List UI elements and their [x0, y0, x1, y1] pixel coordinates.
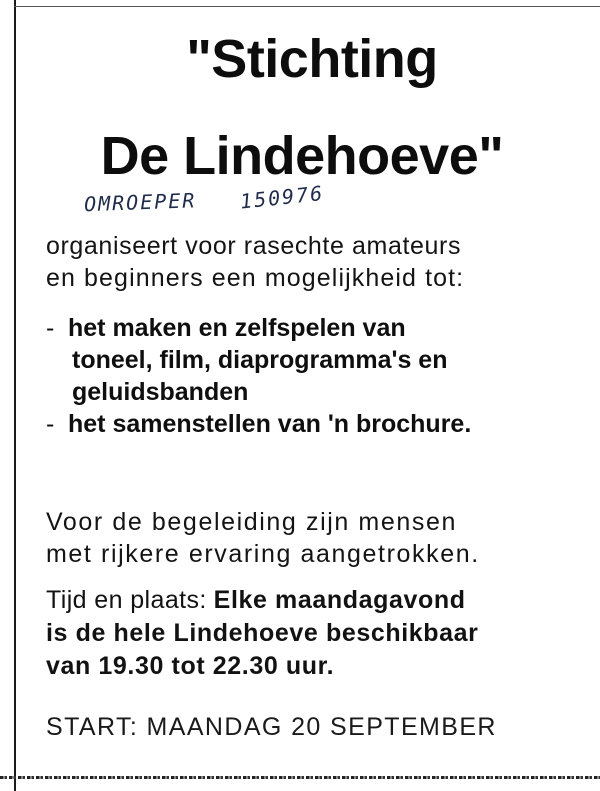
list-dash: - — [46, 314, 55, 342]
clipping-cut-edge — [0, 776, 600, 779]
title-line-2: De Lindehoeve" — [100, 126, 504, 186]
time-place-label: Tijd en plaats: — [46, 586, 207, 614]
list-item-continuation: toneel, film, diaprogramma's en — [72, 346, 448, 374]
handwritten-date: 150976 — [239, 180, 326, 214]
clipping-top-edge — [14, 6, 600, 7]
guidance-line-1: Voor de begeleiding zijn mensen — [46, 508, 457, 536]
title-line-1: "Stichting — [186, 29, 438, 89]
intro-line-2: en beginners een mogelijkheid tot: — [46, 264, 465, 292]
list-item — [46, 408, 471, 440]
list-item-text: het samenstellen van 'n brochure. — [68, 410, 472, 438]
start-date-line: START: MAANDAG 20 SEPTEMBER — [46, 713, 497, 741]
guidance-paragraph — [46, 506, 480, 570]
intro-paragraph — [46, 230, 464, 294]
intro-line-1: organiseert voor rasechte amateurs — [46, 232, 462, 260]
list-dash: - — [46, 410, 55, 438]
time-place-line-2: is de hele Lindehoeve beschikbaar — [46, 619, 479, 647]
list-item — [46, 312, 471, 344]
time-place-paragraph — [46, 584, 478, 683]
clipping-left-edge — [14, 0, 16, 791]
activity-list — [46, 312, 471, 440]
guidance-line-2: met rijkere ervaring aangetrokken. — [46, 540, 480, 568]
time-place-line-3: van 19.30 tot 22.30 uur. — [46, 652, 335, 680]
handwritten-annotation — [83, 180, 326, 217]
time-place-line-1: Elke maandagavond — [213, 586, 466, 614]
handwritten-source: OMROEPER — [83, 188, 197, 217]
list-item-text: het maken en zelfspelen van — [68, 314, 406, 342]
list-item-continuation: geluidsbanden — [72, 378, 249, 406]
